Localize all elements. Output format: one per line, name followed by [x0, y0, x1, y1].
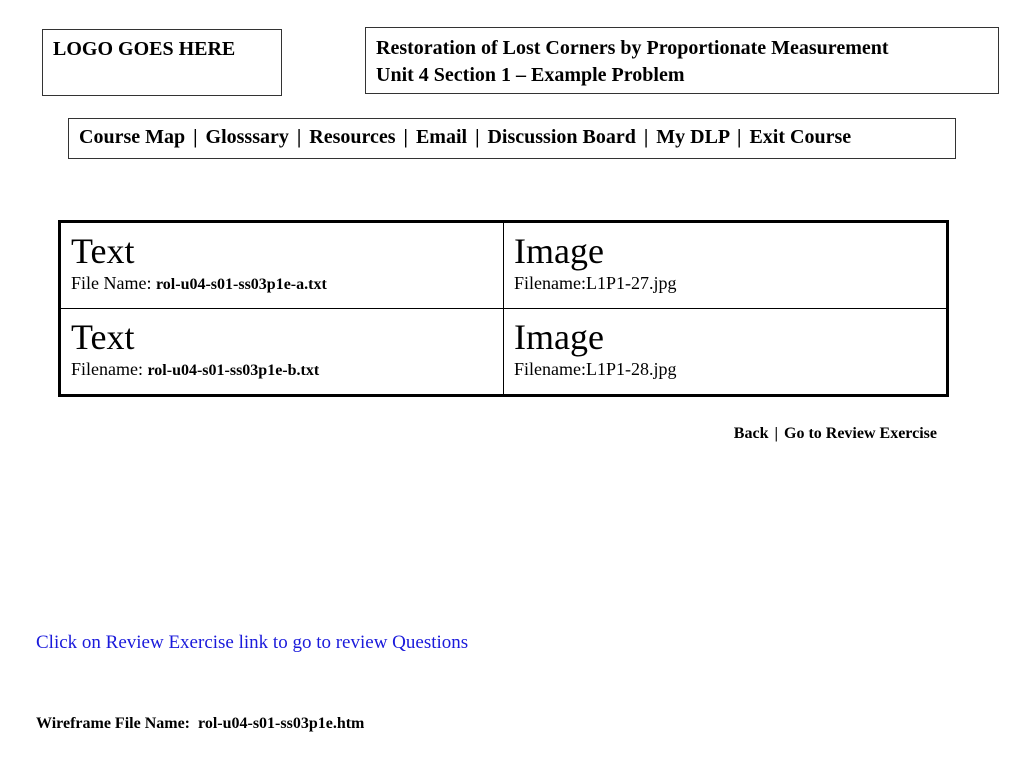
content-layout-table [58, 220, 949, 397]
nav-separator: | [643, 126, 649, 148]
image-cell-heading: Image [514, 231, 604, 271]
nav-separator: | [737, 126, 742, 148]
nav-link-resources[interactable]: Resources [309, 126, 396, 148]
nav-separator: | [296, 126, 302, 148]
table-row [60, 309, 948, 396]
text-file-value: rol-u04-s01-ss03p1e-a.txt [155, 276, 327, 293]
nav-link-exit-course[interactable]: Exit Course [749, 126, 852, 148]
nav-separator: | [193, 126, 198, 148]
section-title: Unit 4 Section 1 – Example Problem [376, 64, 685, 86]
logo-placeholder [42, 29, 282, 96]
wireframe-file-name: Wireframe File Name: rol-u04-s01-ss03p1e.htm [36, 715, 365, 732]
image-cell [504, 222, 948, 309]
back-link[interactable]: Back [733, 425, 769, 442]
text-file-label: File Name: [71, 273, 156, 293]
logo-text: LOGO GOES HERE [53, 38, 236, 60]
page-title-box [365, 27, 999, 94]
nav-link-email[interactable]: Email [415, 126, 468, 148]
course-navigation [68, 118, 956, 159]
text-cell-heading: Text [71, 317, 135, 357]
course-title: Restoration of Lost Corners by Proportionate Measurement [376, 37, 889, 59]
table-row [60, 222, 948, 309]
nav-link-course-map[interactable]: Course Map [79, 126, 186, 148]
text-cell [60, 309, 504, 396]
image-cell-heading: Image [514, 317, 604, 357]
instruction-text: Click on Review Exercise link to go to review Questions [36, 632, 469, 653]
nav-link-glossary[interactable]: Glosssary [205, 126, 289, 148]
text-file-name [71, 359, 493, 380]
text-cell-heading: Text [71, 231, 135, 271]
image-cell [504, 309, 948, 396]
link-separator: | [774, 425, 778, 442]
nav-link-my-dlp[interactable]: My DLP [656, 126, 730, 148]
text-cell [60, 222, 504, 309]
review-exercise-link[interactable]: Go to Review Exercise [784, 425, 937, 442]
text-file-label: Filename: [71, 359, 148, 379]
text-file-value: rol-u04-s01-ss03p1e-b.txt [147, 362, 320, 379]
page-navigation-links [734, 425, 937, 443]
image-file-name: Filename:L1P1-28.jpg [514, 359, 677, 379]
nav-link-discussion-board[interactable]: Discussion Board [487, 126, 636, 148]
nav-separator: | [403, 126, 408, 148]
image-file-name: Filename:L1P1-27.jpg [514, 273, 677, 293]
text-file-name [71, 273, 493, 294]
nav-separator: | [475, 126, 480, 148]
